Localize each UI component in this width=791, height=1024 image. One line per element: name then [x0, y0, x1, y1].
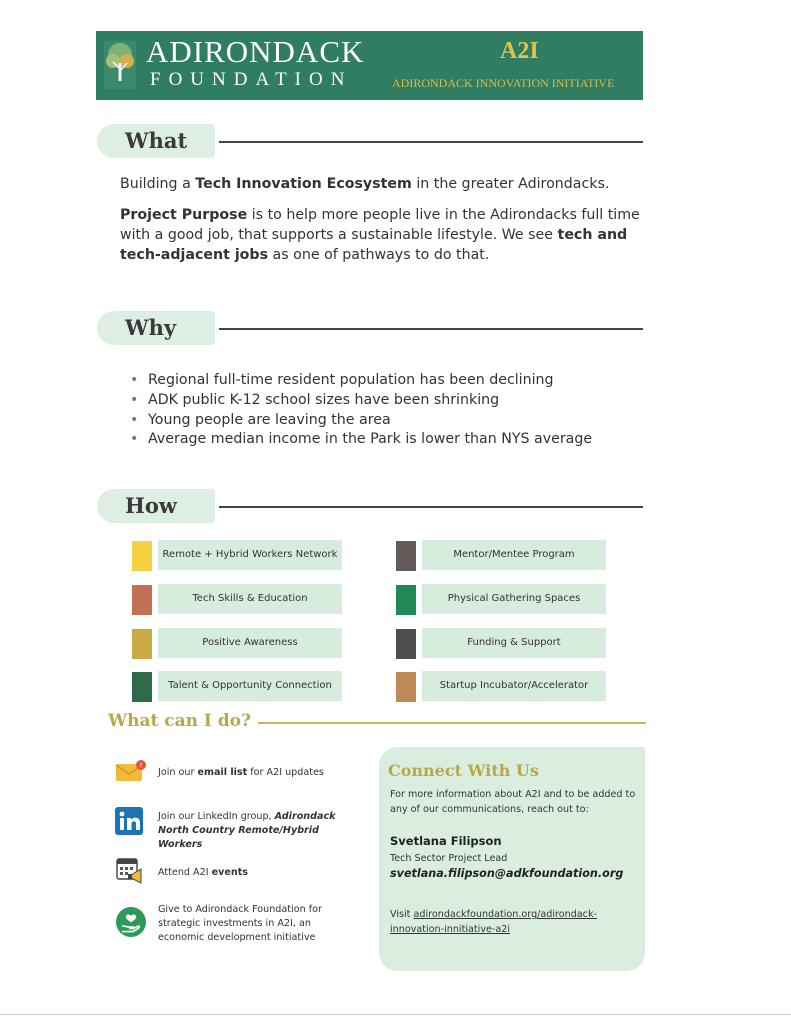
how-section-heading — [97, 489, 643, 525]
page-bottom-rule — [0, 1014, 791, 1015]
connect-with-us-panel — [379, 747, 645, 971]
connect-intro: For more information about A2I and to be added to any of our communications, reach out to: — [390, 789, 636, 815]
why-bullet-list — [130, 371, 592, 450]
what-title: What — [125, 128, 188, 153]
section-rule — [258, 722, 646, 724]
website-link[interactable]: adirondackfoundation.org/adirondack-innovation-innitiative-a2i — [390, 909, 597, 935]
join-linkedin-group-link[interactable]: Join our LinkedIn group, Adirondack North Country Remote/Hybrid Workers — [158, 811, 336, 850]
color-swatch — [396, 585, 416, 615]
tree-logo-icon — [104, 41, 136, 89]
why-bullet: • ADK public K-12 school sizes have been shrinking — [130, 391, 592, 411]
color-swatch — [396, 672, 416, 702]
linkedin-icon — [115, 807, 143, 835]
color-swatch — [396, 541, 416, 571]
why-bullet: • Young people are leaving the area — [130, 411, 592, 431]
how-item-label: Funding & Support — [422, 628, 606, 658]
how-item-label: Tech Skills & Education — [158, 584, 342, 614]
what-section-heading — [97, 124, 643, 160]
color-swatch — [132, 672, 152, 702]
program-full-name: ADIRONDACK INNOVATION INITIATIVE — [392, 76, 615, 90]
contact-email-link[interactable]: svetlana.filipson@adkfoundation.org — [390, 867, 624, 880]
color-swatch — [396, 629, 416, 659]
header-banner — [96, 31, 643, 100]
connect-title: Connect With Us — [388, 761, 539, 780]
give-to-foundation-link[interactable]: Give to Adirondack Foundation for strategic investments in A2I, an economic development initiative — [158, 904, 322, 943]
section-rule — [219, 328, 643, 330]
what-can-i-do-title: What can I do? — [108, 711, 251, 731]
why-title: Why — [125, 315, 177, 340]
how-title: How — [125, 493, 177, 518]
email-icon — [115, 759, 147, 783]
calendar-megaphone-icon — [115, 855, 145, 885]
contact-role: Tech Sector Project Lead — [390, 853, 508, 864]
how-item-label: Remote + Hybrid Workers Network — [158, 540, 342, 570]
section-rule — [219, 506, 643, 508]
project-purpose: Project Purpose is to help more people live in the Adirondacks full time with a good job, that supports a sustainable lifestyle. We see tech and tech-adjacent jobs as one of pathways to do that. — [120, 207, 640, 263]
why-bullet: • Regional full-time resident population has been declining — [130, 371, 592, 391]
visit-website: Visit adirondackfoundation.org/adirondack-innovation-innitiative-a2i — [390, 909, 597, 935]
how-item-label: Startup Incubator/Accelerator — [422, 671, 606, 701]
color-swatch — [132, 585, 152, 615]
attend-events-link[interactable]: Attend A2I events — [158, 867, 248, 878]
how-item-label: Physical Gathering Spaces — [422, 584, 606, 614]
contact-name: Svetlana Filipson — [390, 834, 502, 848]
how-item-label: Talent & Opportunity Connection — [158, 671, 342, 701]
why-bullet: • Average median income in the Park is lower than NYS average — [130, 430, 592, 450]
how-item-label: Mentor/Mentee Program — [422, 540, 606, 570]
section-rule — [219, 141, 643, 143]
svg-text:!: ! — [139, 761, 143, 770]
why-section-heading — [97, 311, 643, 347]
donate-hand-heart-icon — [115, 906, 147, 938]
org-name: ADIRONDACK — [146, 34, 365, 69]
color-swatch — [132, 629, 152, 659]
org-subtitle: FOUNDATION — [150, 69, 353, 90]
program-short-name: A2I — [500, 38, 539, 64]
what-intro: Building a Tech Innovation Ecosystem in the greater Adirondacks. — [120, 176, 610, 192]
color-swatch — [132, 541, 152, 571]
join-email-list-link[interactable]: Join our email list for A2I updates — [158, 767, 324, 778]
how-item-label: Positive Awareness — [158, 628, 342, 658]
